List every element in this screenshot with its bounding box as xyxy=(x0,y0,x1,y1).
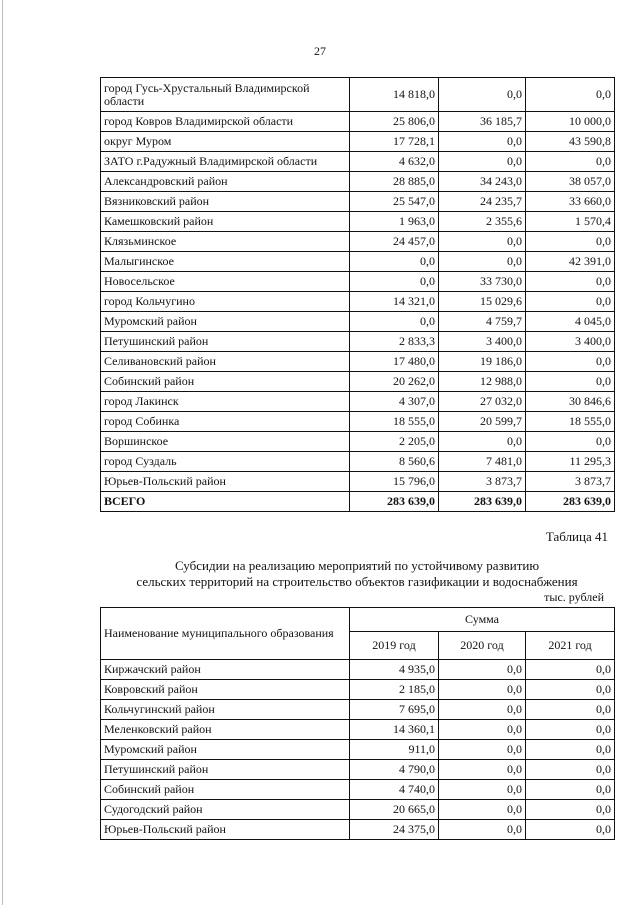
page-number: 27 xyxy=(314,44,326,58)
table-title-line-1: Субсидии на реализацию мероприятий по устойчивому развитию xyxy=(174,558,540,573)
value-cell-2019: 2 185,0 xyxy=(350,680,439,700)
value-cell-2020: 0,0 xyxy=(439,152,526,172)
value-cell-2021: 30 846,6 xyxy=(526,392,615,412)
table-row xyxy=(101,820,615,840)
row-name-cell: Муромский район xyxy=(101,312,350,332)
value-cell-2019: 24 375,0 xyxy=(350,820,439,840)
value-cell-2020: 24 235,7 xyxy=(439,192,526,212)
value-cell-2019: 2 205,0 xyxy=(350,432,439,452)
allocation-table-body xyxy=(101,78,615,512)
value-cell-2021: 0,0 xyxy=(526,780,615,800)
value-cell-2019: 4 632,0 xyxy=(350,152,439,172)
value-cell-2020: 0,0 xyxy=(439,232,526,252)
table-row xyxy=(101,292,615,312)
row-name-cell: Малыгинское xyxy=(101,252,350,272)
units-label: тыс. рублей xyxy=(544,590,604,604)
table-label: Таблица 41 xyxy=(545,529,608,544)
row-name-cell: город Ковров Владимирской области xyxy=(101,112,350,132)
row-name-cell: Собинский район xyxy=(101,780,350,800)
table-row xyxy=(101,332,615,352)
table-row xyxy=(101,472,615,492)
value-cell-2021: 18 555,0 xyxy=(526,412,615,432)
row-name-cell: ЗАТО г.Радужный Владимирской области xyxy=(101,152,350,172)
total-row xyxy=(101,492,615,512)
row-name-cell: Воршинское xyxy=(101,432,350,452)
value-cell-2020: 0,0 xyxy=(439,660,526,680)
header-2021: 2021 год xyxy=(526,632,615,660)
value-cell-2021: 43 590,8 xyxy=(526,132,615,152)
value-cell-2019: 14 321,0 xyxy=(350,292,439,312)
value-cell-2020: 12 988,0 xyxy=(439,372,526,392)
table-row xyxy=(101,352,615,372)
table-row xyxy=(101,78,615,112)
row-name-cell: Юрьев-Польский район xyxy=(101,472,350,492)
value-cell-2021: 10 000,0 xyxy=(526,112,615,132)
value-cell-2019: 18 555,0 xyxy=(350,412,439,432)
row-name-cell: Кольчугинский район xyxy=(101,700,350,720)
value-cell-2021: 0,0 xyxy=(526,760,615,780)
value-cell-2021: 0,0 xyxy=(526,152,615,172)
value-cell-2020: 20 599,7 xyxy=(439,412,526,432)
value-cell-2019: 17 728,1 xyxy=(350,132,439,152)
value-cell-2020: 15 029,6 xyxy=(439,292,526,312)
row-name-cell: город Собинка xyxy=(101,412,350,432)
value-cell-2021: 1 570,4 xyxy=(526,212,615,232)
value-cell-2021: 4 045,0 xyxy=(526,312,615,332)
value-cell-2021: 0,0 xyxy=(526,740,615,760)
value-cell-2021: 3 873,7 xyxy=(526,472,615,492)
value-cell-2021: 3 400,0 xyxy=(526,332,615,352)
table-row xyxy=(101,740,615,760)
table-row xyxy=(101,152,615,172)
table-row xyxy=(101,252,615,272)
table-row xyxy=(101,780,615,800)
value-cell-2021: 0,0 xyxy=(526,700,615,720)
row-name-cell: Петушинский район xyxy=(101,332,350,352)
table-row xyxy=(101,112,615,132)
value-cell-2021: 11 295,3 xyxy=(526,452,615,472)
gasification-table-body xyxy=(101,660,615,840)
table-row xyxy=(101,452,615,472)
value-cell-2020: 4 759,7 xyxy=(439,312,526,332)
value-cell-2021: 42 391,0 xyxy=(526,252,615,272)
row-name-cell: Судогодский район xyxy=(101,800,350,820)
row-name-cell: Камешковский район xyxy=(101,212,350,232)
total-value-2019: 283 639,0 xyxy=(350,492,439,512)
page-edge-line xyxy=(2,0,3,905)
value-cell-2021: 0,0 xyxy=(526,800,615,820)
value-cell-2020: 0,0 xyxy=(439,740,526,760)
total-value-2020: 283 639,0 xyxy=(439,492,526,512)
value-cell-2020: 0,0 xyxy=(439,78,526,112)
row-name-cell: город Гусь-Хрустальный Владимирской области xyxy=(101,78,350,112)
table-row xyxy=(101,272,615,292)
table-row xyxy=(101,392,615,412)
header-name: Наименование муниципального образования xyxy=(101,608,350,660)
value-cell-2020: 36 185,7 xyxy=(439,112,526,132)
row-name-cell: округ Муром xyxy=(101,132,350,152)
value-cell-2019: 24 457,0 xyxy=(350,232,439,252)
row-name-cell: Клязьминское xyxy=(101,232,350,252)
value-cell-2020: 2 355,6 xyxy=(439,212,526,232)
table-row xyxy=(101,432,615,452)
value-cell-2021: 0,0 xyxy=(526,272,615,292)
value-cell-2019: 0,0 xyxy=(350,272,439,292)
header-sum: Сумма xyxy=(350,608,615,632)
value-cell-2020: 34 243,0 xyxy=(439,172,526,192)
value-cell-2020: 0,0 xyxy=(439,760,526,780)
row-name-cell: Ковровский район xyxy=(101,680,350,700)
value-cell-2019: 20 665,0 xyxy=(350,800,439,820)
table-row xyxy=(101,412,615,432)
header-2020: 2020 год xyxy=(439,632,526,660)
value-cell-2021: 0,0 xyxy=(526,660,615,680)
value-cell-2019: 0,0 xyxy=(350,312,439,332)
value-cell-2021: 0,0 xyxy=(526,432,615,452)
table-row xyxy=(101,212,615,232)
table-row xyxy=(101,800,615,820)
row-name-cell: город Суздаль xyxy=(101,452,350,472)
row-name-cell: Собинский район xyxy=(101,372,350,392)
value-cell-2021: 0,0 xyxy=(526,232,615,252)
value-cell-2020: 0,0 xyxy=(439,680,526,700)
value-cell-2019: 25 547,0 xyxy=(350,192,439,212)
header-2019: 2019 год xyxy=(350,632,439,660)
row-name-cell: Муромский район xyxy=(101,740,350,760)
value-cell-2020: 0,0 xyxy=(439,432,526,452)
value-cell-2019: 15 796,0 xyxy=(350,472,439,492)
value-cell-2019: 14 360,1 xyxy=(350,720,439,740)
total-value-2021: 283 639,0 xyxy=(526,492,615,512)
row-name-cell: Александровский район xyxy=(101,172,350,192)
value-cell-2020: 0,0 xyxy=(439,820,526,840)
value-cell-2019: 2 833,3 xyxy=(350,332,439,352)
value-cell-2019: 4 935,0 xyxy=(350,660,439,680)
row-name-cell: Юрьев-Польский район xyxy=(101,820,350,840)
value-cell-2019: 14 818,0 xyxy=(350,78,439,112)
table-row xyxy=(101,232,615,252)
value-cell-2020: 0,0 xyxy=(439,800,526,820)
value-cell-2020: 7 481,0 xyxy=(439,452,526,472)
value-cell-2020: 0,0 xyxy=(439,252,526,272)
value-cell-2020: 19 186,0 xyxy=(439,352,526,372)
value-cell-2020: 27 032,0 xyxy=(439,392,526,412)
value-cell-2019: 28 885,0 xyxy=(350,172,439,192)
row-name-cell: Новосельское xyxy=(101,272,350,292)
value-cell-2021: 0,0 xyxy=(526,78,615,112)
allocation-table xyxy=(100,77,615,512)
value-cell-2019: 20 262,0 xyxy=(350,372,439,392)
row-name-cell: Киржачский район xyxy=(101,660,350,680)
value-cell-2021: 0,0 xyxy=(526,352,615,372)
value-cell-2019: 25 806,0 xyxy=(350,112,439,132)
value-cell-2021: 0,0 xyxy=(526,680,615,700)
row-name-cell: Петушинский район xyxy=(101,760,350,780)
value-cell-2019: 8 560,6 xyxy=(350,452,439,472)
value-cell-2020: 0,0 xyxy=(439,700,526,720)
value-cell-2020: 0,0 xyxy=(439,780,526,800)
value-cell-2020: 3 400,0 xyxy=(439,332,526,352)
value-cell-2019: 0,0 xyxy=(350,252,439,272)
table-row xyxy=(101,312,615,332)
value-cell-2021: 38 057,0 xyxy=(526,172,615,192)
row-name-cell: Вязниковский район xyxy=(101,192,350,212)
value-cell-2020: 33 730,0 xyxy=(439,272,526,292)
value-cell-2021: 0,0 xyxy=(526,372,615,392)
value-cell-2021: 0,0 xyxy=(526,292,615,312)
value-cell-2020: 0,0 xyxy=(439,720,526,740)
table-row xyxy=(101,192,615,212)
row-name-cell: город Кольчугино xyxy=(101,292,350,312)
value-cell-2020: 3 873,7 xyxy=(439,472,526,492)
value-cell-2019: 7 695,0 xyxy=(350,700,439,720)
value-cell-2021: 33 660,0 xyxy=(526,192,615,212)
value-cell-2021: 0,0 xyxy=(526,720,615,740)
table-title-line-2: сельских территорий на строительство объектов газификации и водоснабжения xyxy=(136,574,578,589)
table-row xyxy=(101,372,615,392)
value-cell-2019: 4 307,0 xyxy=(350,392,439,412)
table-row xyxy=(101,172,615,192)
value-cell-2019: 17 480,0 xyxy=(350,352,439,372)
table-row xyxy=(101,700,615,720)
value-cell-2019: 911,0 xyxy=(350,740,439,760)
row-name-cell: Селивановский район xyxy=(101,352,350,372)
value-cell-2019: 1 963,0 xyxy=(350,212,439,232)
value-cell-2021: 0,0 xyxy=(526,820,615,840)
table-row xyxy=(101,680,615,700)
table-row xyxy=(101,760,615,780)
row-name-cell: Меленковский район xyxy=(101,720,350,740)
total-label: ВСЕГО xyxy=(101,492,350,512)
value-cell-2019: 4 790,0 xyxy=(350,760,439,780)
row-name-cell: город Лакинск xyxy=(101,392,350,412)
header-row-1 xyxy=(101,608,615,632)
gasification-subsidy-table xyxy=(100,607,615,840)
value-cell-2020: 0,0 xyxy=(439,132,526,152)
value-cell-2019: 4 740,0 xyxy=(350,780,439,800)
table-row xyxy=(101,720,615,740)
table-row xyxy=(101,660,615,680)
table-row xyxy=(101,132,615,152)
